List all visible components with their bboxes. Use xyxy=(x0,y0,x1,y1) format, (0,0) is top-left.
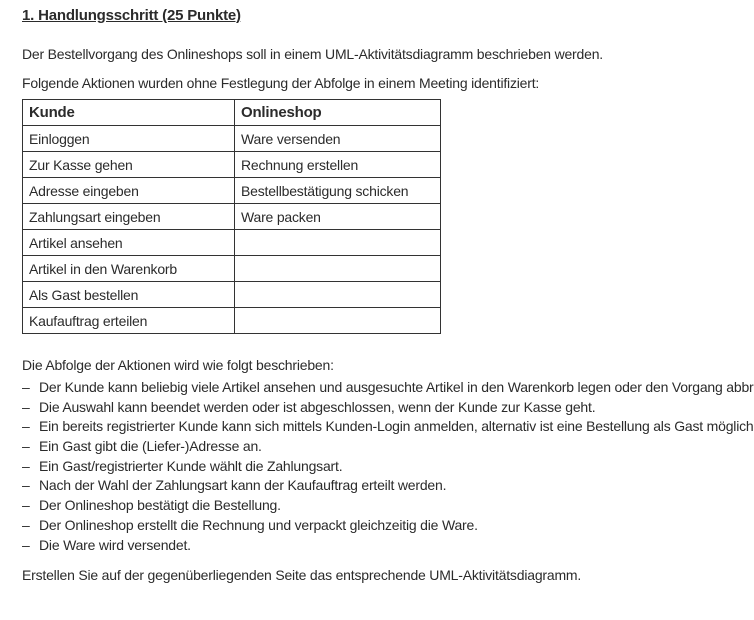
bullet-dash: – xyxy=(22,536,30,553)
bullet-dash: – xyxy=(22,418,30,435)
cell-kunde: Adresse eingeben xyxy=(23,178,235,204)
cell-onlineshop: Ware packen xyxy=(235,204,441,230)
task-heading: 1. Handlungsschritt (25 Punkte) xyxy=(22,7,241,24)
cell-kunde: Als Gast bestellen xyxy=(23,282,235,308)
cell-kunde: Kaufauftrag erteilen xyxy=(23,308,235,334)
bullet-dash: – xyxy=(22,398,30,415)
cell-onlineshop xyxy=(235,282,441,308)
bullet-dash: – xyxy=(22,497,30,514)
step-text: Die Auswahl kann beendet werden oder ist abgeschlossen, wenn der Kunde zur Kasse geht. xyxy=(39,398,596,415)
list-item xyxy=(22,417,754,437)
list-item xyxy=(22,437,754,457)
cell-onlineshop xyxy=(235,308,441,334)
cell-kunde: Zahlungsart eingeben xyxy=(23,204,235,230)
table-row xyxy=(23,178,441,204)
cell-kunde: Artikel ansehen xyxy=(23,230,235,256)
bullet-dash: – xyxy=(22,477,30,494)
bullet-dash: – xyxy=(22,457,30,474)
step-text: Der Onlineshop erstellt die Rechnung und verpackt gleichzeitig die Ware. xyxy=(39,516,478,533)
step-text: Ein Gast gibt die (Liefer-)Adresse an. xyxy=(39,438,262,455)
sequence-list xyxy=(22,378,754,555)
list-item xyxy=(22,476,754,496)
actions-table xyxy=(22,99,441,334)
list-item xyxy=(22,398,754,418)
step-text: Der Onlineshop bestätigt die Bestellung. xyxy=(39,497,281,514)
cell-kunde: Zur Kasse gehen xyxy=(23,152,235,178)
intro-paragraph-2: Folgende Aktionen wurden ohne Festlegung der Abfolge in einem Meeting identifiziert: xyxy=(22,75,540,91)
bullet-dash: – xyxy=(22,379,30,395)
list-item xyxy=(22,516,754,536)
step-text: Nach der Wahl der Zahlungsart kann der Kaufauftrag erteilt werden. xyxy=(39,477,447,494)
cell-onlineshop xyxy=(235,256,441,282)
bullet-dash: – xyxy=(22,438,30,455)
table-row xyxy=(23,152,441,178)
bullet-dash: – xyxy=(22,516,30,533)
cell-kunde: Artikel in den Warenkorb xyxy=(23,256,235,282)
list-item xyxy=(22,496,754,516)
cell-onlineshop xyxy=(235,230,441,256)
intro-paragraph-1: Der Bestellvorgang des Onlineshops soll in einem UML-Aktivitätsdiagramm beschrieben werden. xyxy=(22,46,603,62)
cell-onlineshop: Rechnung erstellen xyxy=(235,152,441,178)
column-header-onlineshop: Onlineshop xyxy=(235,100,441,126)
closing-instruction: Erstellen Sie auf der gegenüberliegenden Seite das entsprechende UML-Aktivitätsdiagramm. xyxy=(22,567,582,583)
step-text: Der Kunde kann beliebig viele Artikel ansehen und ausgesuchte Artikel in den Warenkorb legen oder den Vorgang abbr xyxy=(39,379,754,395)
sequence-intro: Die Abfolge der Aktionen wird wie folgt beschrieben: xyxy=(22,357,334,373)
step-text: Ein Gast/registrierter Kunde wählt die Zahlungsart. xyxy=(39,457,343,474)
list-item xyxy=(22,536,754,556)
cell-onlineshop: Bestellbestätigung schicken xyxy=(235,178,441,204)
table-row xyxy=(23,308,441,334)
list-item xyxy=(22,457,754,477)
cell-kunde: Einloggen xyxy=(23,126,235,152)
step-text: Die Ware wird versendet. xyxy=(39,536,191,553)
step-text: Ein bereits registrierter Kunde kann sich mittels Kunden-Login anmelden, alternativ ist eine Bestellung als Gast möglich xyxy=(39,418,754,435)
table-row xyxy=(23,230,441,256)
table-row xyxy=(23,282,441,308)
column-header-kunde: Kunde xyxy=(23,100,235,126)
table-row xyxy=(23,126,441,152)
table-header-row xyxy=(23,100,441,126)
cell-onlineshop: Ware versenden xyxy=(235,126,441,152)
table-row xyxy=(23,256,441,282)
list-item xyxy=(22,378,754,398)
table-row xyxy=(23,204,441,230)
